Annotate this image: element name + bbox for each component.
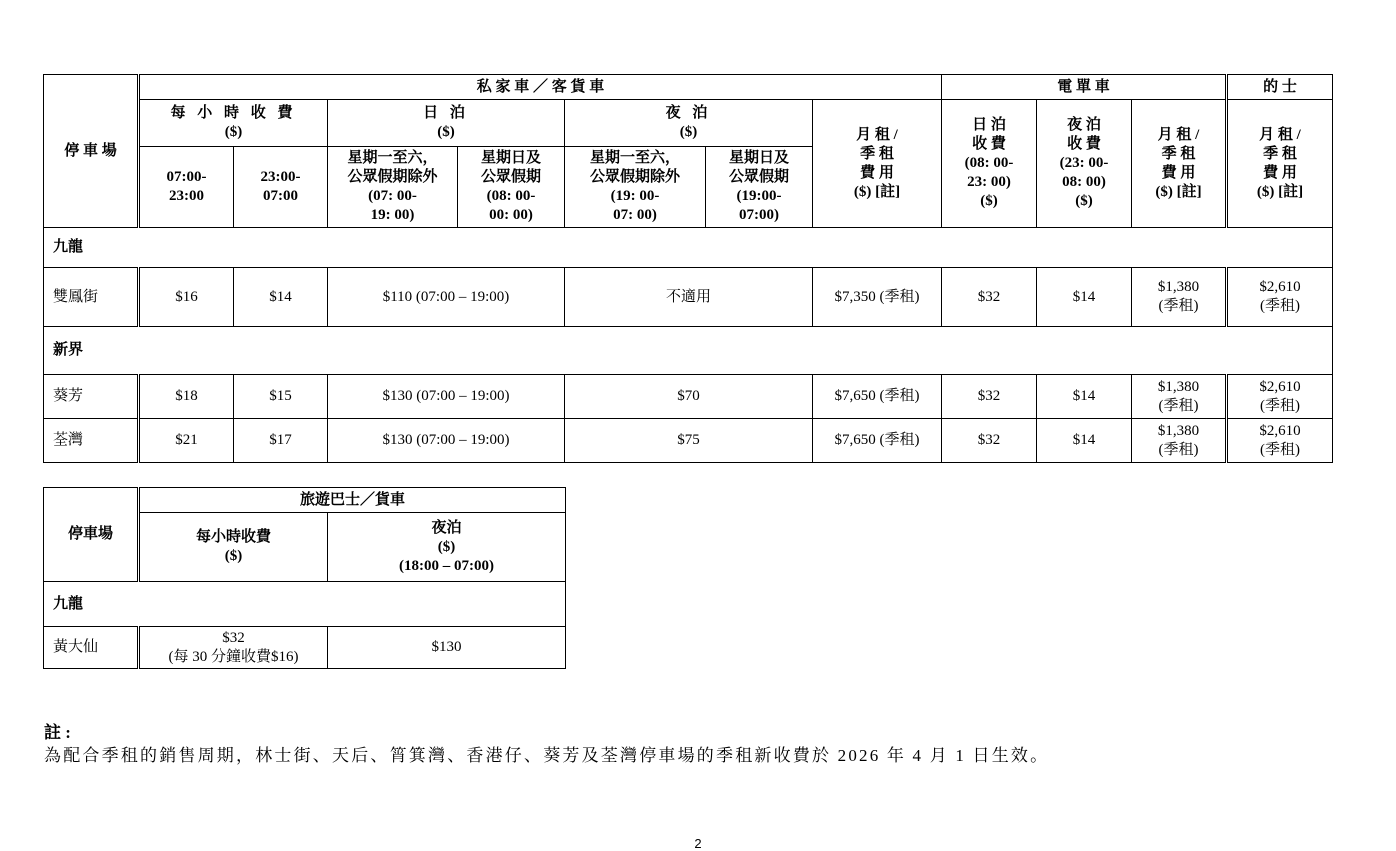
hourly-day-fee: $16 (139, 268, 234, 327)
day-park-weekday-header: 星期一至六， 公眾假期除外 (07: 00- 19: 00) (328, 147, 458, 228)
hourly-fee: $32 (每 30 分鐘收費$16) (139, 627, 328, 669)
note-title: 註 : (44, 723, 71, 742)
monthly-fee-header: 月 租 / 季 租 費 用 ($) [註] (813, 100, 942, 228)
day-park-fee: $130 (07:00 – 19:00) (328, 419, 565, 463)
night-park-header: 夜泊 ($) (18:00 – 07:00) (328, 513, 566, 582)
day-park-header: 日 泊 ($) (328, 100, 565, 147)
taxi-monthly-header: 月 租 / 季 租 費 用 ($) [註] (1227, 100, 1333, 228)
carpark-header: 停 車 場 (44, 75, 139, 228)
motorcycle-monthly-fee: $1,380 (季租) (1132, 375, 1227, 419)
day-park-holiday-header: 星期日及 公眾假期 (08: 00- 00: 00) (458, 147, 565, 228)
taxi-group-header: 的 士 (1227, 75, 1333, 100)
region-row: 九龍 (44, 582, 566, 627)
parking-fee-table (43, 74, 1333, 463)
coach-lorry-fee-table (43, 487, 566, 669)
hourly-fee-header: 每小時收費 ($) (139, 513, 328, 582)
table-row (44, 375, 1333, 419)
hourly-night-fee: $17 (234, 419, 328, 463)
motorcycle-night-header: 夜 泊 收 費 (23: 00- 08: 00) ($) (1037, 100, 1132, 228)
motorcycle-day-fee: $32 (942, 419, 1037, 463)
hourly-day-col-header: 07:00- 23:00 (139, 147, 234, 228)
carpark-name: 雙鳳街 (44, 268, 139, 327)
carpark-name: 葵芳 (44, 375, 139, 419)
motorcycle-night-fee: $14 (1037, 375, 1132, 419)
motorcycle-group-header: 電 單 車 (942, 75, 1227, 100)
region-row: 新界 (44, 327, 1333, 375)
note-body: 為配合季租的銷售周期，林士街、天后、筲箕灣、香港仔、葵芳及荃灣停車場的季租新收費於 2026 年 4 月 1 日生效。 (44, 746, 1050, 765)
taxi-monthly-fee: $2,610 (季租) (1227, 268, 1333, 327)
monthly-fee: $7,650 (季租) (813, 375, 942, 419)
table-row (44, 627, 566, 669)
carpark-name: 荃灣 (44, 419, 139, 463)
motorcycle-night-fee: $14 (1037, 268, 1132, 327)
page-number: 2 (694, 836, 702, 851)
private-car-group-header: 私 家 車 ／ 客 貨 車 (139, 75, 942, 100)
taxi-monthly-fee: $2,610 (季租) (1227, 419, 1333, 463)
day-park-fee: $110 (07:00 – 19:00) (328, 268, 565, 327)
hourly-day-fee: $21 (139, 419, 234, 463)
night-park-fee: 不適用 (565, 268, 813, 327)
table-row (44, 419, 1333, 463)
hourly-night-fee: $14 (234, 268, 328, 327)
motorcycle-monthly-fee: $1,380 (季租) (1132, 419, 1227, 463)
night-park-holiday-header: 星期日及 公眾假期 (19:00- 07:00) (706, 147, 813, 228)
hourly-night-col-header: 23:00- 07:00 (234, 147, 328, 228)
table-row (44, 268, 1333, 327)
carpark-header: 停車場 (44, 488, 139, 582)
night-park-fee: $75 (565, 419, 813, 463)
taxi-monthly-fee: $2,610 (季租) (1227, 375, 1333, 419)
hourly-fee-header: 每 小 時 收 費 ($) (139, 100, 328, 147)
night-park-weekday-header: 星期一至六， 公眾假期除外 (19: 00- 07: 00) (565, 147, 706, 228)
motorcycle-day-header: 日 泊 收 費 (08: 00- 23: 00) ($) (942, 100, 1037, 228)
region-row: 九龍 (44, 228, 1333, 268)
night-park-fee: $70 (565, 375, 813, 419)
motorcycle-day-fee: $32 (942, 268, 1037, 327)
hourly-night-fee: $15 (234, 375, 328, 419)
motorcycle-monthly-fee: $1,380 (季租) (1132, 268, 1227, 327)
night-park-header: 夜 泊 ($) (565, 100, 813, 147)
night-park-fee: $130 (328, 627, 566, 669)
monthly-fee: $7,350 (季租) (813, 268, 942, 327)
hourly-day-fee: $18 (139, 375, 234, 419)
monthly-fee: $7,650 (季租) (813, 419, 942, 463)
motorcycle-day-fee: $32 (942, 375, 1037, 419)
carpark-name: 黃大仙 (44, 627, 139, 669)
motorcycle-night-fee: $14 (1037, 419, 1132, 463)
day-park-fee: $130 (07:00 – 19:00) (328, 375, 565, 419)
coach-lorry-group-header: 旅遊巴士／貨車 (139, 488, 566, 513)
motorcycle-monthly-header: 月 租 / 季 租 費 用 ($) [註] (1132, 100, 1227, 228)
